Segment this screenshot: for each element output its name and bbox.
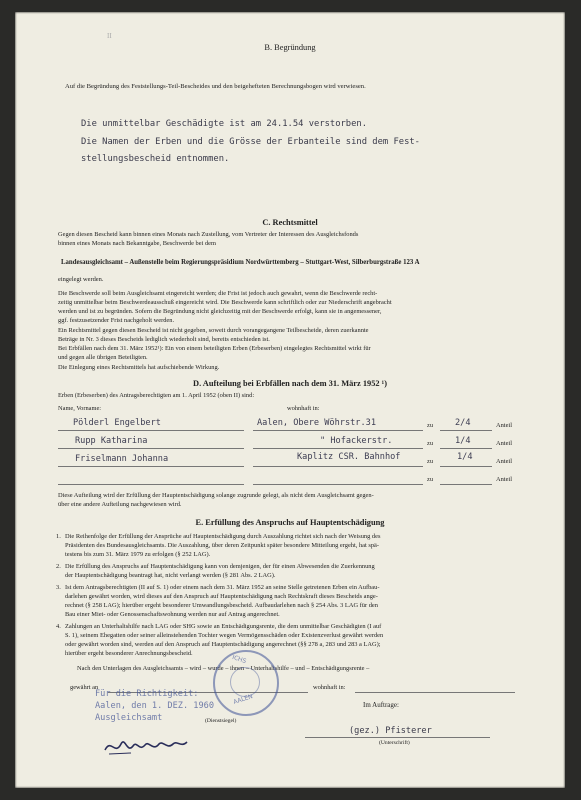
closing-line-1: Nach den Unterlagen des Ausgleichsamts – wird – wurde – ihnen – Unterhaltshilfe – und – Entschädigungsrente –: [77, 665, 370, 672]
section-c-intro-1: Gegen diesen Bescheid kann binnen eines Monats nach Zustellung, vom Vertreter der Interessen des Ausgleichsfonds: [58, 231, 359, 238]
typed-line-2: Die Namen der Erben und die Grösse der Erbanteile sind dem Fest-: [81, 137, 420, 147]
document-page: II B. Begründung Auf die Begründung des Feststellungs-Teil-Bescheides und den beigehefteten Berechnungsbogen wird verwiesen. Die unmittelbar Geschädigte ist am 24.1.54 verstorben. Die Namen der Erben und die Grösse der Erbanteile sind dem Fest- stellungsbescheid entnommen. C. Rechtsmittel Gegen diesen Bescheid kann binnen eines Monats nach Zustellung, vom Vertreter der Interessen des Ausgleichsfonds binnen eines Monats nach Bekanntgabe, Beschwerde bei dem Landesausgleichsamt – Außenstelle beim Regierungspräsidium Nordwürttemberg – Stuttgart-West, Silberburgstraße 123 A eingelegt werden. Die Beschwerde soll beim Ausgleichsamt eingereicht werden; die Frist ist jedoch auch gewahrt, wenn die Beschwerde recht- zeitig unmittelbar beim Beschwerdeausschuß eingereicht wird. Die Beschwerde kann schriftlich oder zur Niederschrift angebracht werden und ist zu begründen. Sofern die Begründung nicht gleichzeitig mit der Beschwerde erfolgt, kann sie in angemessener, ggf. festzusetzender Frist nachgeholt werden. Ein Rechtsmittel gegen diesen Bescheid ist nicht gegeben, soweit durch vorangegangene Teilbescheide, deren zuerkannte Beträge in Nr. 3 dieses Bescheids lediglich wiederholt sind, bereits entschieden ist. Bei Erbfällen nach dem 31. März 1952¹): Ein von einem beteiligten Erben (Erbeserben) eingelegtes Rechtsmittel wirkt für und gegen alle übrigen Beteiligten. Die Einlegung eines Rechtsmittels hat aufschiebende Wirkung. D. Aufteilung bei Erbfällen nach dem 31. März 1952 ¹) Erben (Erbeserben) des Antragsberechtigten am 1. April 1952 (oben II) sind: Name, Vorname: wohnhaft in: Pölderl Engelbert Aalen, Obere Wöhrstr.31 zu 2/4 Anteil Rupp Katharina " Hofackerstr. zu 1/4 Anteil Friselmann Johanna Kaplitz CSR. Bahnhof zu 1/4 Anteil zu Anteil Diese Aufteilung wird der Erfüllung der Hauptentschädigung solange zugrunde gelegt, als nicht dem Ausgleichsamt gegen- über eine andere Aufteilung nachgewiesen wird. E. Erfüllung des Anspruchs auf Hauptentschädigung 1. Die Reihenfolge der Erfüllung der Ansprüche auf Hauptentschädigung durch Auszahlung richtet sich nach der Weisung des Präsidenten des Bundesausgleichsamts. Die Auszahlung, über deren Zeitpunkt später besondere Mitteilung ergeht, hat spä- testens bis zum 31. März 1979 zu erfolgen (§ 252 LAG). 2. Die Erfüllung des Anspruchs auf Hauptentschädigung kann von demjenigen, der für einen Abwesenden die Zuerkennung der Hauptentschädigung beantragt hat, nicht verlangt werden (§ 281 Abs. 2 LAG). 3. Ist dem Antragsberechtigten (II auf S. 1) oder einem nach dem 31. März 1952 an seine Stelle getretenen Erben ein Aufbau- darlehen gewährt worden, wird dieses auf den Anspruch auf Hauptentschädigung nach Rechtskraft dieses Bescheids ange- rechnet (§ 258 LAG); hierüber ergeht besonderer Umwandlungsbescheid. Aufbaudarlehen nach § 254 Abs. 3 LAG für den Bau einer Miet- oder Genossenschaftswohnung werden nur auf Antrag angerechnet. 4. Zahlungen an Unterhaltshilfe nach LAG oder SHG sowie an Entschädigungsrente, die dem unmittelbar Geschädigten (I auf S. 1), seinem Ehegatten oder seiner alleinstehenden Tochter wegen Vermögensschäden oder Existenzverlust gewährt werden oder gewährt worden sind, werden auf den Anspruch auf Hauptentschädigung angerechnet (§§ 278 a, 283 und 283 a LAG); hierüber ergeht besonderer Anrechnungsbescheid. Nach den Unterlagen des Ausgleichsamts – wird – wurde – ihnen – Unterhaltshilfe – und – Entschädigungsrente – gewährt an wohnhaft in: Für die Richtigkeit: Aalen, den 1. DEZ. 1960 Ausgleichsamt (Dienstsiegel) ICHS AALEN Im Auftrage: (gez.) Pfisterer (Unterschrift): [15, 12, 565, 788]
certification-stamp: [95, 688, 214, 724]
section-c-para2-line1: Ein Rechtsmittel gegen diesen Bescheid ist nicht gegeben, soweit durch vorangegangene Teilbescheide, deren zuerkannte: [58, 327, 369, 334]
stamp-line-1: Für die Richtigkeit:: [95, 689, 199, 699]
heir-name: Pölderl Engelbert: [73, 418, 161, 428]
column-address-header: wohnhaft in:: [287, 405, 320, 412]
section-c-intro-2: binnen eines Monats nach Bekanntgabe, Beschwerde bei dem: [58, 240, 216, 247]
signer-name: (gez.) Pfisterer: [349, 726, 432, 736]
dienstsiegel-label: (Dienstsiegel): [205, 718, 237, 724]
section-c-authority: Landesausgleichsamt – Außenstelle beim Regierungspräsidium Nordwürttemberg – Stuttgart-West, Silberburgstraße 123 A: [61, 259, 420, 266]
heir-share: 2/4: [455, 418, 471, 428]
wohnhaft-in-label: wohnhaft in:: [313, 684, 346, 691]
heir-address: Aalen, Obere Wöhrstr.31: [257, 418, 376, 428]
section-b-title: B. Begründung: [264, 43, 316, 52]
section-c-para4: Die Einlegung eines Rechtsmittels hat aufschiebende Wirkung.: [58, 364, 220, 371]
anteil-label: Anteil: [496, 458, 512, 465]
section-c-para3-line1: Bei Erbfällen nach dem 31. März 1952¹): Ein von einem beteiligten Erben (Erbeserben) eingelegtes Rechtsmittel wirkt für: [58, 345, 371, 352]
section-c-para1-line3: werden und ist zu begründen. Sofern die Begründung nicht gleichzeitig mit der Beschwerde erfolgt, kann sie in angemessener,: [58, 308, 382, 315]
anteil-label: Anteil: [496, 476, 512, 483]
zu-label: zu: [427, 422, 434, 429]
section-d-footer-2: über eine andere Aufteilung nachgewiesen wird.: [58, 501, 182, 508]
typed-line-1: Die unmittelbar Geschädigte ist am 24.1.54 verstorben.: [81, 119, 367, 129]
heir-share: 1/4: [457, 452, 473, 462]
section-c-para1-line4: ggf. festzusetzender Frist nachgeholt werden.: [58, 317, 175, 324]
section-c-para3-line2: und gegen alle übrigen Beteiligten.: [58, 354, 148, 361]
section-c-para2-line2: Beträge in Nr. 3 dieses Bescheids lediglich wiederholt sind, bereits entschieden ist.: [58, 336, 270, 343]
official-seal: ICHS AALEN: [213, 650, 279, 716]
stamp-line-2: Aalen, den 1. DEZ. 1960: [95, 701, 214, 711]
stamp-line-3: Ausgleichsamt: [95, 713, 163, 723]
zu-label: zu: [427, 458, 434, 465]
anteil-label: Anteil: [496, 440, 512, 447]
im-auftrage-label: Im Auftrage:: [363, 701, 399, 709]
section-b-reference: Auf die Begründung des Feststellungs-Teil-Bescheides und den beigehefteten Berechnungsbogen wird verwiesen.: [65, 83, 366, 90]
handwritten-signature: [101, 734, 191, 760]
heir-name: Rupp Katharina: [75, 436, 148, 446]
section-d-intro: Erben (Erbeserben) des Antragsberechtigten am 1. April 1952 (oben II) sind:: [58, 392, 255, 399]
column-name-header: Name, Vorname:: [58, 405, 102, 412]
section-e-title: E. Erfüllung des Anspruchs auf Hauptentschädigung: [195, 518, 385, 527]
heir-address: Kaplitz CSR. Bahnhof: [297, 452, 401, 462]
zu-label: zu: [427, 440, 434, 447]
heir-share: 1/4: [455, 436, 471, 446]
section-d-footer-1: Diese Aufteilung wird der Erfüllung der Hauptentschädigung solange zugrunde gelegt, als nicht dem Ausgleichsamt gegen-: [58, 492, 374, 499]
section-c-title: C. Rechtsmittel: [262, 218, 318, 227]
typed-line-3: stellungsbescheid entnommen.: [81, 154, 230, 164]
gewaehrt-an-label: gewährt an: [70, 684, 99, 691]
section-d-title: D. Aufteilung bei Erbfällen nach dem 31. März 1952 ¹): [193, 379, 387, 388]
section-c-para1-line1: Die Beschwerde soll beim Ausgleichsamt eingereicht werden; die Frist ist jedoch auch gewahrt, wenn die Beschwerde recht-: [58, 290, 378, 297]
heir-address: " Hofackerstr.: [320, 436, 393, 446]
anteil-label: Anteil: [496, 422, 512, 429]
heir-name: Friselmann Johanna: [75, 454, 169, 464]
zu-label: zu: [427, 476, 434, 483]
section-c-eingelegt: eingelegt werden.: [58, 276, 104, 283]
corner-mark: II: [107, 32, 112, 40]
section-c-para1-line2: zeitig unmittelbar beim Beschwerdeausschuß eingereicht wird. Die Beschwerde kann schriftlich oder zur Niederschrift angebracht: [58, 299, 392, 306]
unterschrift-label: (Unterschrift): [379, 740, 410, 746]
